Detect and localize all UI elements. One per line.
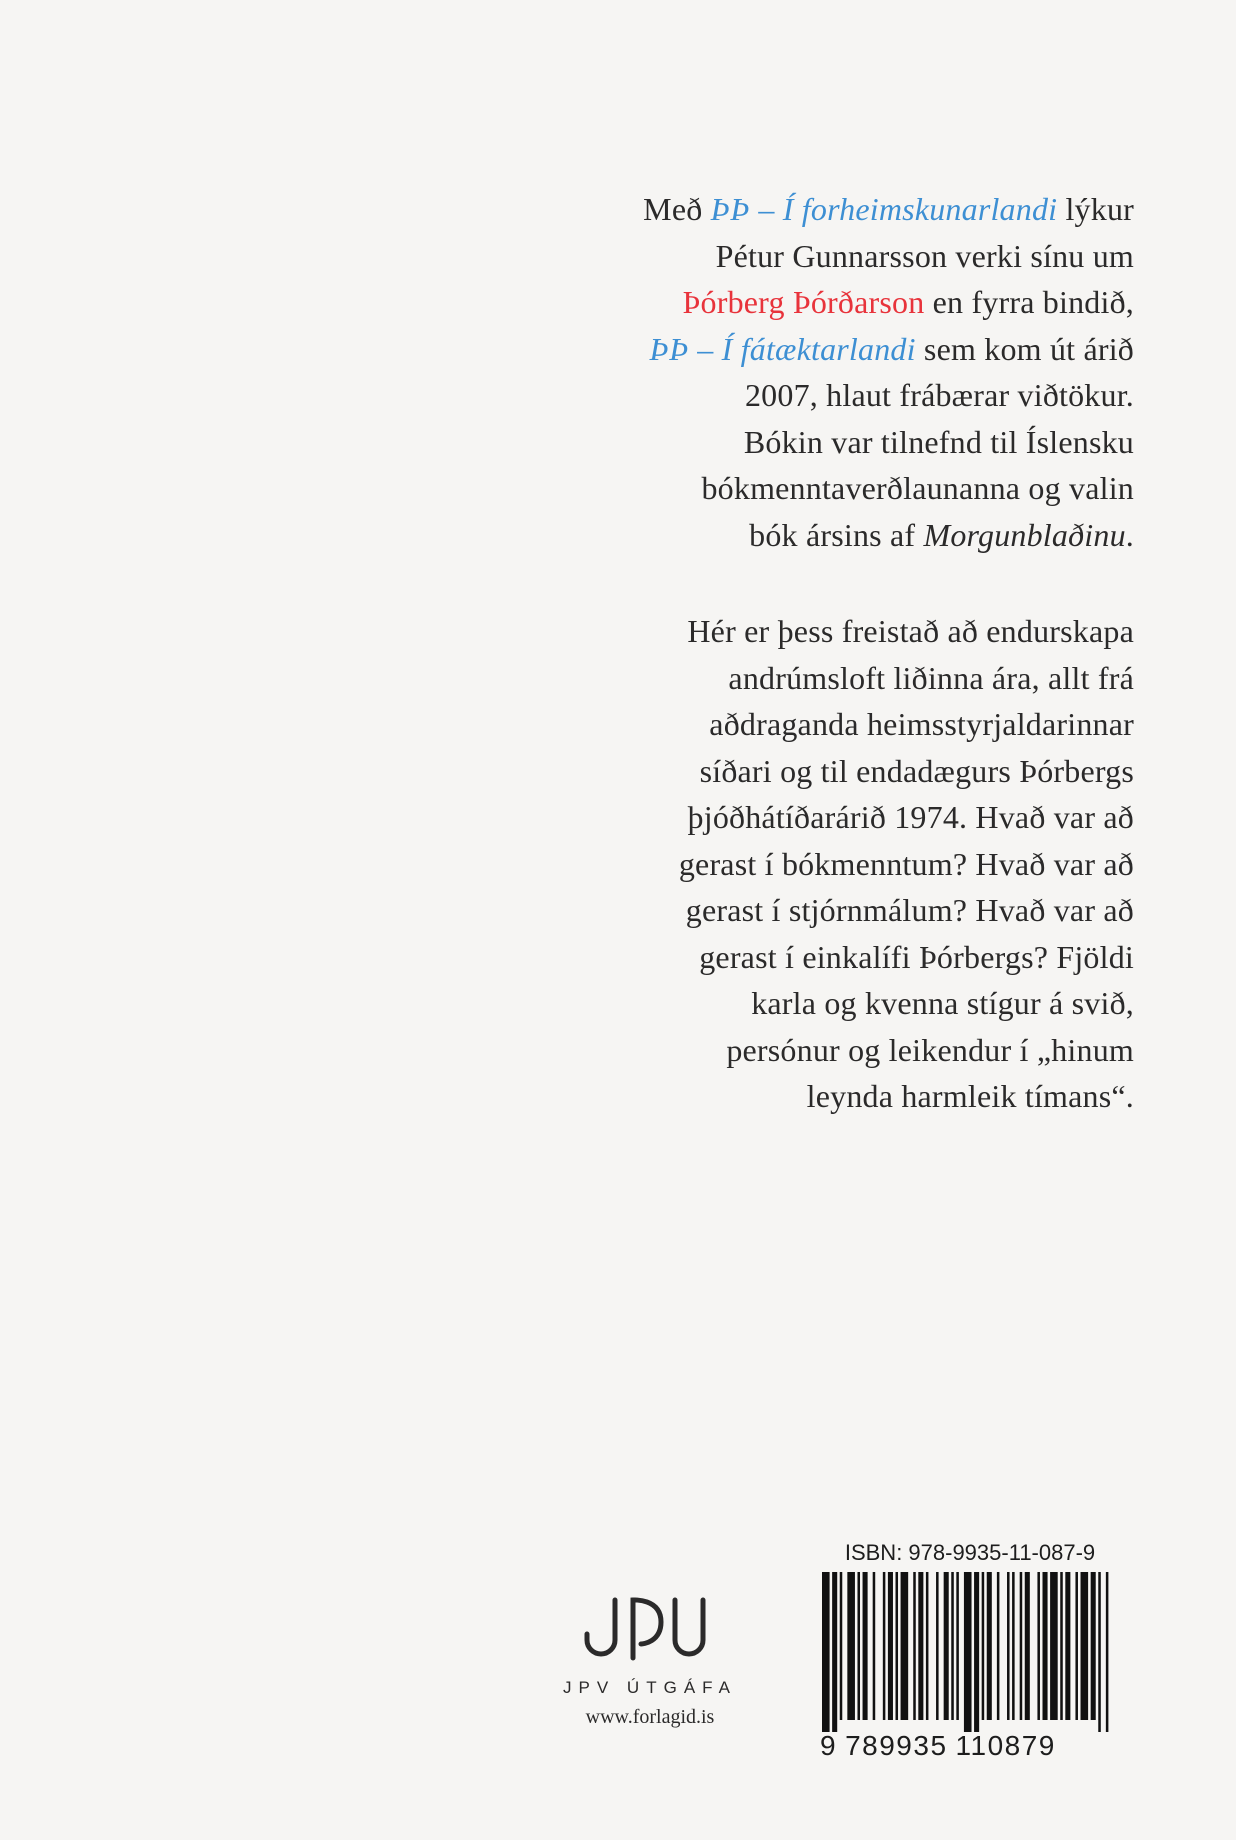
barcode-bar [1091,1572,1096,1720]
blurb-line: andrúmsloft liðinna ára, allt frá [728,659,1134,696]
barcode-bar [1025,1572,1030,1720]
barcode-bar [926,1572,929,1720]
barcode-bar [901,1572,909,1720]
text: sem kom út árið [915,330,1134,367]
author-name-highlight: Þórberg Þórðarson [682,284,925,320]
barcode-bar [913,1572,916,1720]
isbn-barcode-block [820,1540,1120,1762]
blurb-line [494,326,1134,373]
barcode-bar [1012,1572,1015,1720]
blurb-line: Bókin var tilnefnd til Íslensku [743,423,1134,460]
barcode-bar [1065,1572,1070,1720]
text: . [1125,516,1134,553]
blurb-line: síðari og til endadægurs Þórbergs [699,752,1134,789]
barcode-bar [857,1572,860,1720]
publisher-name: JPV ÚTGÁFA [563,1678,737,1697]
barcode-bar [964,1572,972,1732]
barcode-bar [1020,1572,1023,1720]
blurb-line [494,512,1134,559]
barcode-bar [847,1572,855,1720]
publisher-website: www.forlagid.is [585,1706,715,1728]
barcode-bar [918,1572,923,1720]
publisher-logo-block [520,1596,780,1729]
barcode-bar [1007,1572,1010,1720]
blurb-line: gerast í einkalífi Þórbergs? Fjöldi [699,938,1134,975]
barcode-bar [883,1572,886,1720]
barcode-bar [822,1572,830,1732]
barcode-bar [987,1572,992,1720]
barcode-bar [888,1572,893,1720]
barcode-bar [832,1572,837,1732]
barcode-bar [896,1572,899,1720]
blurb-line: þjóðhátíðarárið 1974. Hvað var að [687,799,1134,835]
barcode-bar [1106,1572,1109,1732]
blurb-line: Pétur Gunnarsson verki sínu um [715,237,1134,274]
text: lýkur [1057,191,1134,227]
book-title-forheimskunarlandi: ÞÞ – Í forheimskunarlandi [710,191,1058,227]
barcode-bar [1075,1572,1078,1720]
barcode-bar [1060,1572,1063,1720]
blurb-line: Hér er þess freistað að endurskapa [687,613,1134,649]
newspaper-title: Morgunblaðinu [923,516,1126,553]
blurb-line [494,279,1134,326]
blurb-paragraph-2 [494,608,1134,1120]
barcode-digits [820,1730,1120,1762]
barcode-bar [997,1572,1000,1720]
blurb-line: bókmenntaverðlaunanna og valin [701,470,1134,506]
blurb-line: aðdraganda heimsstyrjaldarinnar [709,706,1134,742]
barcode-bar [956,1572,959,1720]
blurb-line: gerast í stjórnmálum? Hvað var að [685,892,1134,928]
book-title-fataektarlandi: ÞÞ – Í fátæktarlandi [649,330,916,367]
barcode-bar [1037,1572,1040,1720]
barcode-bar [1098,1572,1101,1732]
blurb-paragraph-1 [494,186,1134,558]
barcode-bar [840,1572,843,1720]
jpv-logo-icon [575,1596,725,1666]
barcode-bar [1043,1572,1048,1720]
blurb-line: karla og kvenna stígur á svið, [751,985,1134,1021]
blurb-line: persónur og leikendur í „hinum [726,1031,1134,1068]
barcode-bar [1050,1572,1058,1720]
barcode-bar [951,1572,954,1720]
barcode-bar [982,1572,985,1720]
barcode-icon [822,1572,1116,1732]
text: Með [643,191,711,227]
barcode-bar [873,1572,876,1720]
barcode-bar [944,1572,949,1720]
text: 789935 [845,1730,948,1761]
blurb-line: leynda harmleik tímans“. [806,1078,1134,1114]
barcode-bar [936,1572,939,1720]
blurb-line [494,186,1134,233]
text: 9 [820,1730,838,1761]
text: 110879 [955,1730,1056,1761]
blurb-line: 2007, hlaut frábærar viðtökur. [744,377,1134,413]
barcode-bar [863,1572,868,1720]
blurb-line: gerast í bókmenntum? Hvað var að [678,845,1134,882]
barcode-bar [1081,1572,1089,1720]
isbn-label: ISBN: 978-9935-11-087-9 [844,1540,1096,1565]
text: en fyrra bindið, [924,284,1134,320]
text: bók ársins af [749,516,924,553]
barcode-bar [974,1572,979,1732]
